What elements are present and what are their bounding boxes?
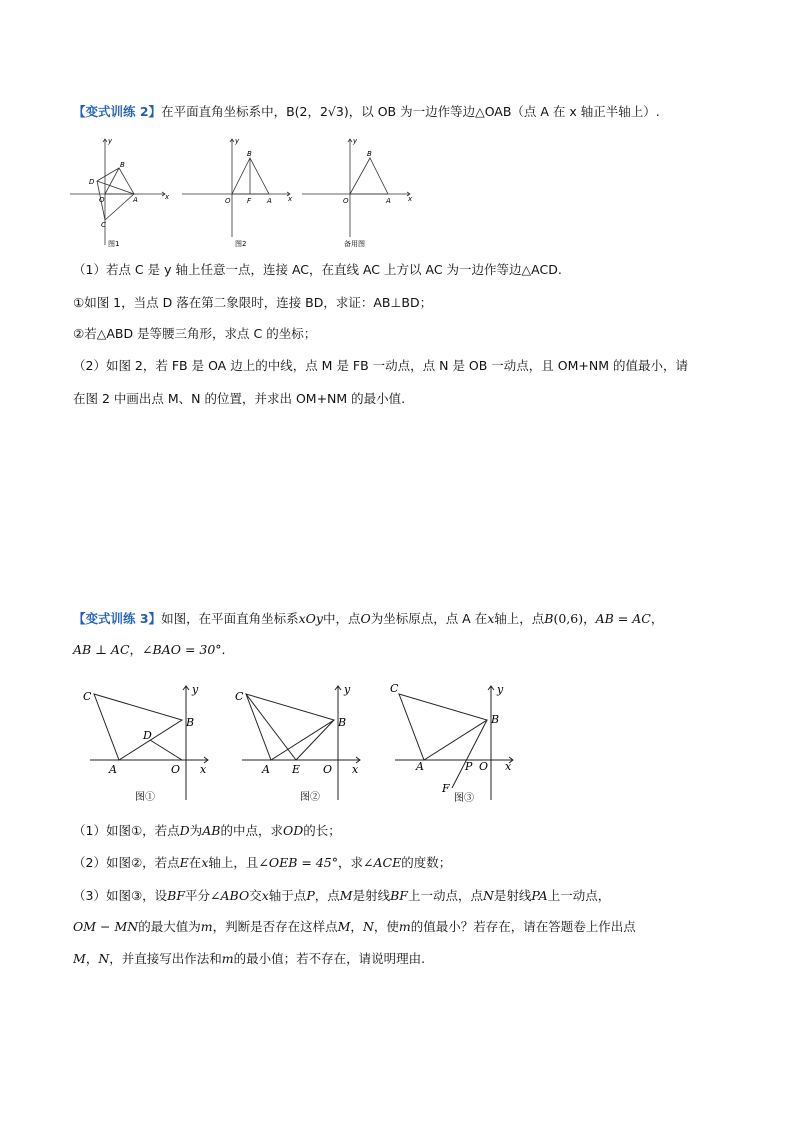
- p3-q3-M: M: [339, 888, 353, 903]
- p3f2-label-x: x: [352, 763, 359, 776]
- p3-q1-AB: AB: [202, 823, 221, 838]
- problem3-q3-line3: [73, 949, 425, 969]
- p3f1-label-y: y: [192, 683, 199, 696]
- p3-q2-c: 轴上，且: [208, 855, 259, 870]
- p3-q1-c: 的中点，求: [220, 823, 283, 838]
- p3f3-label-A: A: [416, 760, 424, 773]
- p3f1-label-D: D: [143, 729, 152, 742]
- p3-q3-l2-c: ，: [350, 919, 363, 934]
- p2f1-label-B: B: [120, 161, 125, 169]
- p2f1-label-O: O: [99, 196, 105, 204]
- problem2-figure-2: [180, 133, 295, 251]
- p2f1-label-y: y: [108, 137, 113, 145]
- p2f3-label-O: O: [343, 197, 349, 205]
- problem3-intro: [73, 609, 663, 629]
- p3-q3-l2-m2: m: [398, 919, 411, 934]
- p3-q3-l2-d: ，使: [373, 919, 399, 934]
- p3f2-label-B: B: [338, 716, 347, 729]
- p3-q1-d: 的长；: [303, 823, 341, 838]
- p3-q3-l2-m: m: [200, 919, 213, 934]
- p3-q1-b: 为: [189, 823, 203, 838]
- problem3-figure-3: [385, 680, 525, 810]
- p3f3-caption: 图③: [454, 793, 474, 804]
- p3-intro-O: O: [360, 611, 371, 626]
- p3-q3-x: x: [261, 888, 269, 903]
- p3-q3-h: 是射线: [493, 888, 532, 903]
- p3-q3-l2-a: 的最大值为: [138, 919, 201, 934]
- p3f1-caption: 图①: [135, 792, 155, 803]
- problem2-q1: （1）若点 C 是 y 轴上任意一点，连接 AC，在直线 AC 上方以 AC 为一边作等边△ACD.: [73, 262, 562, 277]
- problem2-figure-3: [300, 133, 415, 251]
- problem3-line2: [73, 640, 226, 660]
- p3-q3-l2-N: N: [362, 919, 374, 934]
- p3f1-label-O: O: [171, 763, 181, 776]
- p3-intro-f: ，: [650, 611, 664, 626]
- p3-intro-B: B: [544, 611, 554, 626]
- problem2-q1a: ①如图 1，当点 D 落在第二象限时，连接 BD，求证：AB⊥BD；: [73, 295, 433, 310]
- problem2-q1b: ②若△ABD 是等腰三角形，求点 C 的坐标；: [73, 326, 317, 341]
- p3f2-label-y: y: [344, 683, 351, 696]
- p3-q3-e: ，点: [314, 888, 340, 903]
- problem2-q2-line1: （2）如图 2，若 FB 是 OA 边上的中线，点 M 是 FB 一动点，点 N 是 OB 一动点，且 OM+NM 的值最小，请: [73, 358, 688, 373]
- problem3-q3-line2: [73, 917, 636, 937]
- p3-q3-l3-M: M: [73, 951, 86, 966]
- p3-q1-OD: OD: [282, 823, 304, 838]
- p3-q3-d: 轴于点: [268, 888, 307, 903]
- p3f3-label-F: F: [442, 782, 450, 795]
- p3-q3-P: P: [306, 888, 315, 903]
- p2f3-label-A: A: [386, 197, 391, 205]
- p3-q1-D: D: [179, 823, 190, 838]
- p3f2-label-C: C: [235, 690, 244, 703]
- p3-line2-end: .: [221, 642, 226, 657]
- p2f3-caption: 备用图: [344, 240, 365, 248]
- p2f1-label-C: C: [101, 221, 106, 229]
- problem2-intro-text: 在平面直角坐标系中，B(2，2√3)，以 OB 为一边作等边△OAB（点 A 在 x 轴正半轴上）.: [161, 104, 660, 119]
- p2f2-caption: 图2: [235, 240, 247, 248]
- p3-intro-c: 为坐标原点，点 A 在: [370, 611, 488, 626]
- p3-q2-E: E: [179, 855, 189, 870]
- p3-q3-l3-m: m: [221, 951, 234, 966]
- problem2-q2-line2: 在图 2 中画出点 M、N 的位置，并求出 OM+NM 的最小值.: [73, 391, 406, 406]
- p2f3-label-B: B: [367, 150, 372, 158]
- p3-q3-l3-N: N: [98, 951, 110, 966]
- p3-q3-N: N: [482, 888, 494, 903]
- p3-q2-b: 在: [188, 855, 202, 870]
- p3-q3-PA: PA: [531, 888, 548, 903]
- p3-q3-l2-expr: OM − MN: [73, 919, 139, 934]
- p3-intro-d: 轴上，点: [494, 611, 545, 626]
- p3-line2-sep: ，: [129, 642, 143, 657]
- p3f1-label-C: C: [83, 690, 92, 703]
- p2f1-caption: 图1: [108, 240, 120, 248]
- p3f3-label-O: O: [479, 760, 489, 773]
- p3-q3-f: 是射线: [352, 888, 391, 903]
- problem3-tag: 【变式训练 3】: [73, 611, 162, 626]
- p2f1-label-A: A: [133, 196, 138, 204]
- p3-q3-l2-e: 的值最小？若存在，请在答题卷上作出点: [410, 919, 636, 934]
- p2f2-label-y: y: [235, 137, 240, 145]
- p3f3-label-x: x: [505, 760, 512, 773]
- problem2-figure-1: [68, 133, 173, 251]
- p3-q3-l3-b: ，并直接写出作法和: [109, 951, 222, 966]
- p2f2-label-x: x: [288, 195, 293, 203]
- p3-q3-a: （3）如图③，设: [73, 888, 168, 903]
- p2f1-label-x: x: [165, 193, 170, 201]
- p3-q2-d: ，求: [338, 855, 364, 870]
- p2f3-label-x: x: [408, 195, 413, 203]
- p3-q3-b: 平分: [185, 888, 211, 903]
- p3f1-label-B: B: [186, 716, 195, 729]
- p3-q3-g: 上一动点，点: [407, 888, 483, 903]
- problem3-figure-1: [80, 680, 220, 810]
- p3-line2-perp: AB ⊥ AC: [73, 642, 130, 657]
- p3-intro-x: x: [487, 611, 495, 626]
- problem2-intro: [73, 102, 660, 122]
- p3-intro-xoy: xOy: [298, 611, 323, 626]
- p3f3-label-y: y: [497, 683, 504, 696]
- p3-q2-angle: ∠OEB = 45°: [258, 855, 338, 870]
- p3-q2-e: 的度数；: [401, 855, 452, 870]
- p3-intro-a: 如图，在平面直角坐标系: [161, 611, 299, 626]
- p3-q3-BF2: BF: [390, 888, 408, 903]
- p2f1-label-D: D: [89, 178, 95, 186]
- p3f2-caption: 图②: [300, 792, 320, 803]
- p3-intro-e: ，: [583, 611, 596, 626]
- problem3-q1: [73, 821, 341, 841]
- p3-q3-l2-b: ，判断是否存在这样点: [212, 919, 338, 934]
- problem3-q3-line1: [73, 886, 610, 906]
- p2f2-label-O: O: [225, 197, 231, 205]
- p3f2-label-A: A: [262, 763, 270, 776]
- p3-q1-a: （1）如图①，若点: [73, 823, 180, 838]
- p3f1-label-A: A: [109, 763, 117, 776]
- p3-q3-i: 上一动点，: [547, 888, 611, 903]
- p3-q2-x: x: [201, 855, 209, 870]
- p3f1-label-x: x: [200, 763, 207, 776]
- p3-line2-angle: ∠BAO = 30°: [142, 642, 222, 657]
- p3-intro-eq1: AB = AC: [595, 611, 651, 626]
- p3f3-label-P: P: [465, 760, 473, 773]
- p2f3-label-y: y: [353, 137, 358, 145]
- p3f2-label-O: O: [323, 763, 333, 776]
- p3-intro-b: 中，点: [322, 611, 361, 626]
- p3f3-label-B: B: [491, 713, 500, 726]
- p3f2-label-E: E: [292, 763, 301, 776]
- p2f2-label-F: F: [247, 197, 252, 205]
- p3-q3-l3-c: 的最小值；若不存在，请说明理由.: [233, 951, 426, 966]
- p2f2-label-B: B: [247, 150, 252, 158]
- p3-q2-a: （2）如图②，若点: [73, 855, 180, 870]
- p3f3-label-C: C: [390, 682, 399, 695]
- problem2-tag: 【变式训练 2】: [73, 104, 162, 119]
- p2f2-label-A: A: [267, 197, 272, 205]
- p3-q3-l3-a: ，: [85, 951, 99, 966]
- p3-intro-Bcoord: (0,6): [553, 611, 584, 626]
- p3-q3-ABO: ∠ABO: [210, 888, 250, 903]
- p3-q3-l2-M: M: [337, 919, 351, 934]
- p3-q2-ACE: ∠ACE: [363, 855, 402, 870]
- p3-q3-c: 交: [249, 888, 262, 903]
- problem3-figure-2: [232, 680, 372, 810]
- p3-q3-BF: BF: [167, 888, 186, 903]
- problem3-q2: [73, 853, 451, 873]
